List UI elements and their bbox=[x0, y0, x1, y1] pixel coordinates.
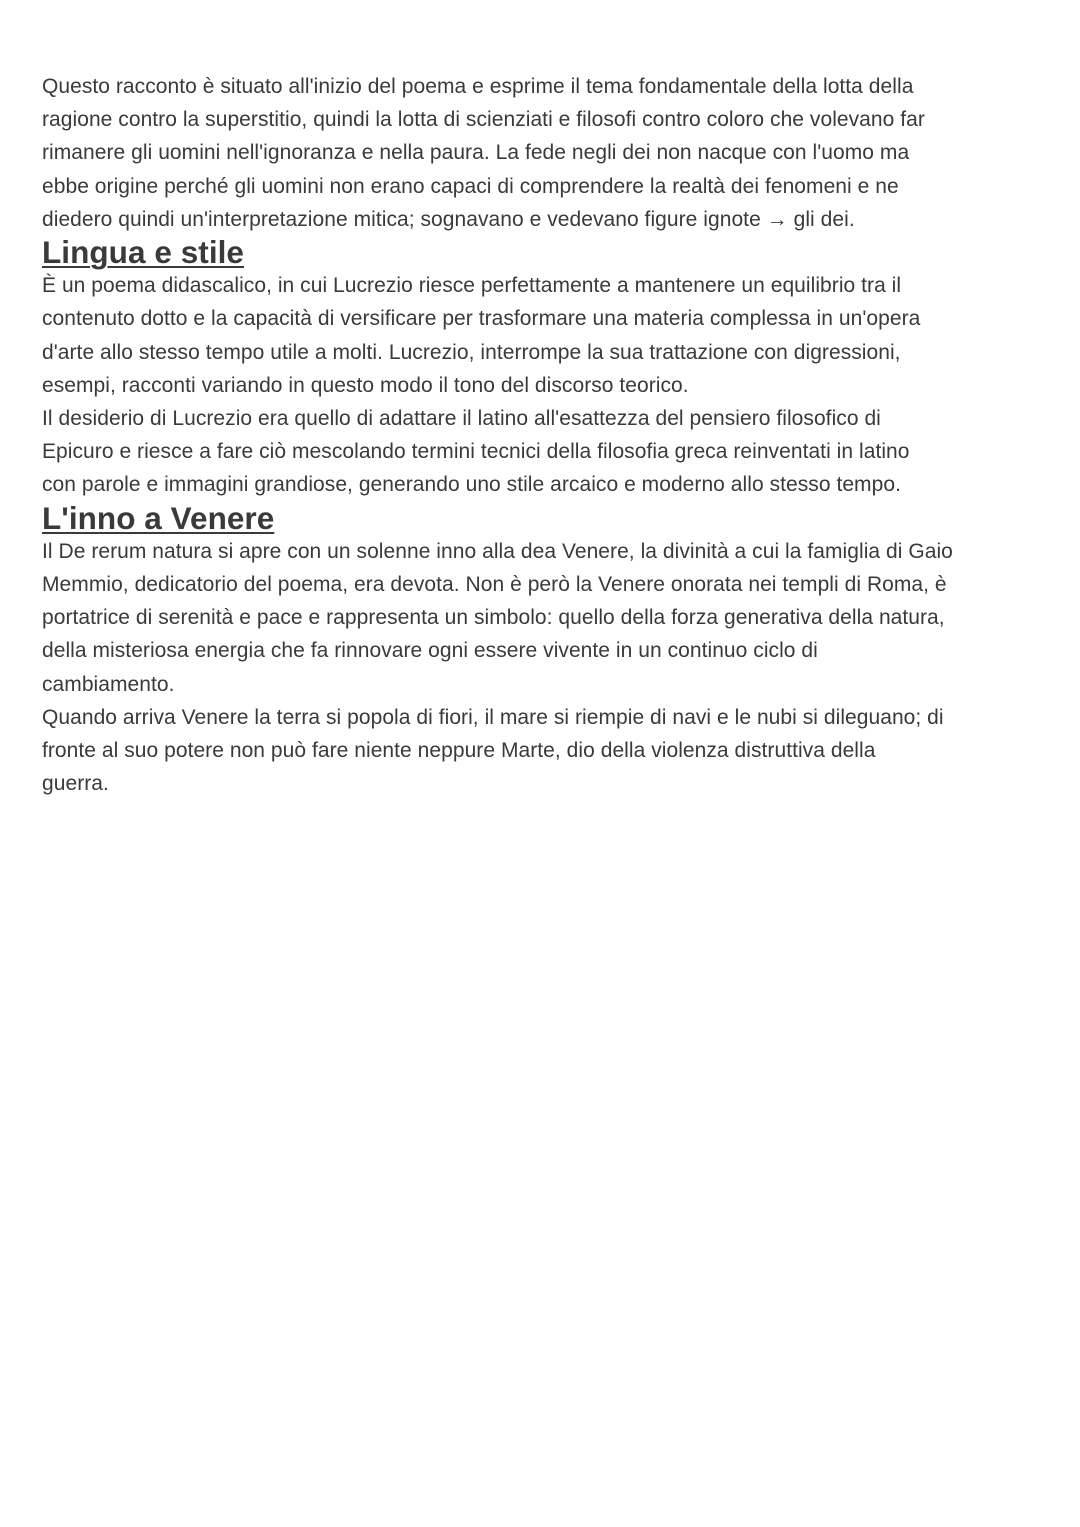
text-line: contenuto dotto e la capacità di versificare per trasformare una materia complessa in un'opera bbox=[42, 307, 921, 331]
text-line: guerra. bbox=[42, 772, 109, 796]
text-line: Il desiderio di Lucrezio era quello di adattare il latino all'esattezza del pensiero filosofico di bbox=[42, 407, 881, 431]
section-heading-inno-a-venere bbox=[42, 499, 1042, 536]
text-line: Memmio, dedicatorio del poema, era devota. Non è però la Venere onorata nei templi di Roma, è bbox=[42, 573, 947, 597]
document-page bbox=[42, 70, 1042, 800]
text-line: fronte al suo potere non può fare niente neppure Marte, dio della violenza distruttiva della bbox=[42, 739, 876, 763]
heading-text: Lingua e stile bbox=[42, 234, 244, 271]
text-line: rimanere gli uomini nell'ignoranza e nella paura. La fede negli dei non nacque con l'uomo ma bbox=[42, 141, 910, 165]
section-heading-lingua-e-stile bbox=[42, 236, 1042, 269]
text-line: della misteriosa energia che fa rinnovare ogni essere vivente in un continuo ciclo di bbox=[42, 639, 818, 663]
text-line: Epicuro e riesce a fare ciò mescolando termini tecnici della filosofia greca reinventati in latino bbox=[42, 440, 910, 464]
heading-text: L'inno a Venere bbox=[42, 499, 275, 536]
text-line: Questo racconto è situato all'inizio del poema e esprime il tema fondamentale della lotta della bbox=[42, 75, 914, 98]
text-line: Il De rerum natura si apre con un solenne inno alla dea Venere, la divinità a cui la famiglia di Gaio bbox=[42, 539, 953, 563]
text-line: con parole e immagini grandiose, generando uno stile arcaico e moderno allo stesso tempo. bbox=[42, 473, 901, 497]
paragraph-de-rerum-natura bbox=[42, 535, 1042, 701]
paragraph-desiderio-lucrezio bbox=[42, 402, 1042, 502]
text-line: È un poema didascalico, in cui Lucrezio riesce perfettamente a mantenere un equilibrio tra il bbox=[42, 274, 902, 298]
paragraph-poema-didascalico bbox=[42, 269, 1042, 402]
text-line: ebbe origine perché gli uomini non erano capaci di comprendere la realtà dei fenomeni e ne bbox=[42, 174, 899, 198]
paragraph-superstitio bbox=[42, 70, 1042, 236]
paragraph-arrivo-venere bbox=[42, 701, 1042, 801]
text-line: Quando arriva Venere la terra si popola di fiori, il mare si riempie di navi e le nubi si dileguano; di bbox=[42, 705, 944, 729]
text-line: esempi, racconti variando in questo modo il tono del discorso teorico. bbox=[42, 373, 689, 397]
text-line: ragione contro la superstitio, quindi la lotta di scienziati e filosofi contro coloro che volevano far bbox=[42, 108, 925, 132]
text-line: d'arte allo stesso tempo utile a molti. Lucrezio, interrompe la sua trattazione con digressioni, bbox=[42, 340, 901, 364]
text-line: cambiamento. bbox=[42, 672, 175, 696]
text-line: diedero quindi un'interpretazione mitica; sognavano e vedevano figure ignote → gli dei. bbox=[42, 207, 855, 231]
text-line: portatrice di serenità e pace e rappresenta un simbolo: quello della forza generativa della natura, bbox=[42, 606, 945, 630]
